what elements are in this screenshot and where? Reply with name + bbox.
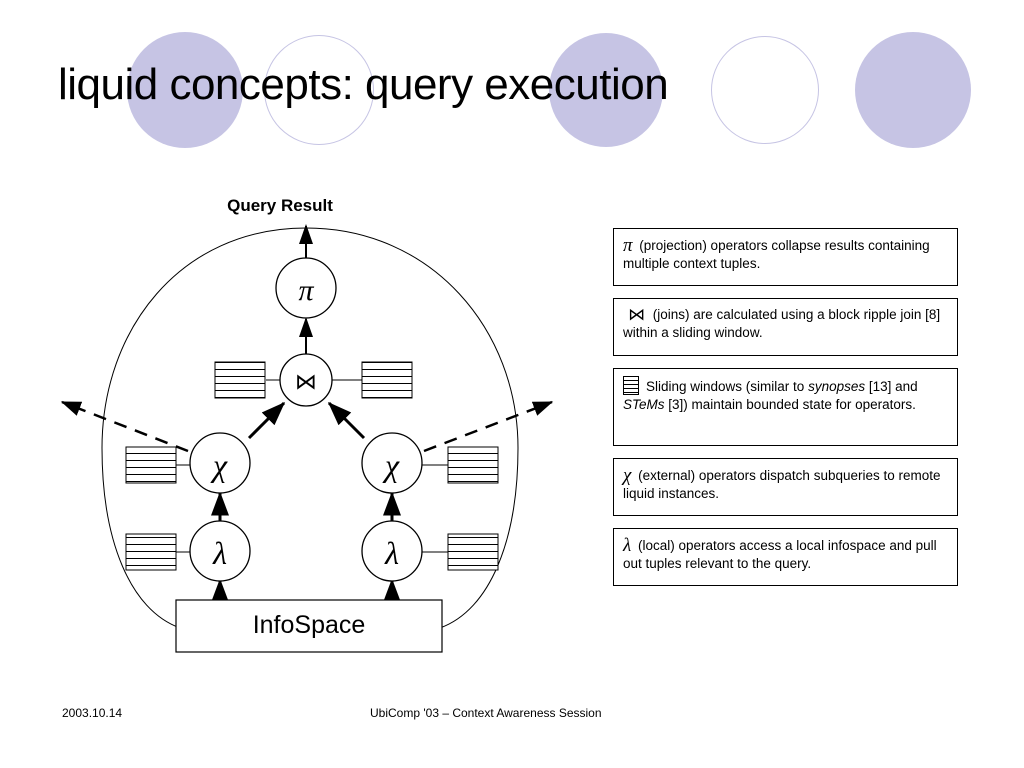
legend-text-join: (joins) are calculated using a block ripple join [8] within a sliding window. — [623, 307, 941, 341]
lambda-symbol: λ — [623, 535, 632, 556]
page-title: liquid concepts: query execution — [58, 60, 669, 109]
chi-symbol: χ — [623, 465, 632, 486]
legend-item-window — [613, 368, 958, 446]
legend-item-projection — [613, 228, 958, 286]
svg-text:λ: λ — [385, 535, 399, 571]
infospace-label: InfoSpace — [252, 611, 366, 639]
deco-circle-4 — [711, 36, 819, 144]
legend-text-local: (local) operators access a local infospace and pull out tuples relevant to the query. — [623, 538, 937, 572]
legend-item-local — [613, 528, 958, 586]
footer-session: UbiComp '03 – Context Awareness Session — [370, 706, 602, 720]
legend-item-join — [613, 298, 958, 356]
svg-text:χ: χ — [384, 447, 400, 483]
footer-date: 2003.10.14 — [62, 706, 123, 720]
legend-text-external: (external) operators dispatch subqueries to remote liquid instances. — [623, 468, 941, 502]
join-symbol: ⋈ — [628, 305, 645, 325]
legend-item-external — [613, 458, 958, 516]
svg-text:⋈: ⋈ — [295, 370, 317, 395]
query-execution-diagram — [40, 180, 610, 670]
deco-circle-5 — [855, 32, 971, 148]
svg-text:π: π — [298, 274, 314, 307]
legend-text-projection: (projection) operators collapse results containing multiple context tuples. — [623, 238, 930, 272]
sliding-window-icon — [623, 376, 639, 395]
svg-text:χ: χ — [212, 447, 228, 483]
pi-symbol: π — [623, 235, 633, 256]
query-result-label: Query Result — [227, 196, 333, 215]
svg-text:λ: λ — [213, 535, 227, 571]
legend-text-window: Sliding windows (similar to synopses [13] and STeMs [3]) maintain bounded state for operators. — [623, 379, 918, 413]
legend — [613, 228, 958, 598]
